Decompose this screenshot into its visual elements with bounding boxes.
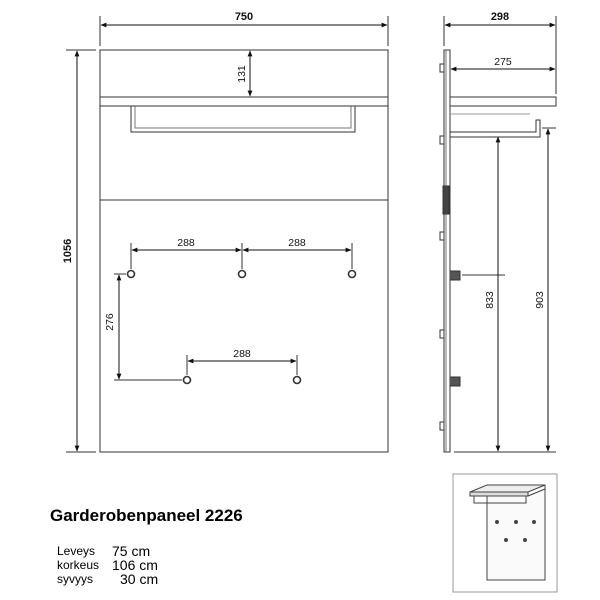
side-rail: [450, 120, 540, 137]
side-hook: [450, 377, 460, 386]
side-hook: [450, 271, 460, 280]
shelf-gap-label: 131: [236, 65, 248, 83]
side-shelf: [450, 97, 556, 106]
spec-label: korkeus: [57, 558, 100, 572]
spec-row-depth: [57, 572, 158, 586]
spec-value: 75 cm: [112, 543, 151, 559]
hook: [349, 271, 356, 278]
middle-panel: [100, 106, 388, 200]
depth-label: 298: [490, 11, 510, 23]
spec-row-height: [57, 558, 158, 572]
rail-height-label: 903: [534, 291, 546, 309]
front-view: [66, 16, 388, 452]
product-title: Garderobenpaneel 2226: [50, 506, 243, 525]
shelf: [100, 97, 388, 106]
hook-spacing-bottom-label: 288: [233, 348, 251, 360]
spec-value: 106 cm: [112, 557, 158, 573]
height-label: 1056: [62, 238, 74, 264]
spec-label: Leveys: [57, 544, 96, 558]
hook-spacing-top-left-label: 288: [177, 237, 195, 249]
hook: [184, 377, 191, 384]
hook-vertical-label: 276: [104, 313, 116, 331]
side-back-panel: [444, 50, 450, 452]
hook-height-label: 833: [484, 291, 496, 309]
spec-label: syvyys: [57, 572, 93, 586]
hook-spacing-top-right-label: 288: [288, 237, 306, 249]
shelf-depth-label: 275: [494, 56, 512, 68]
width-label: 750: [234, 11, 254, 23]
product-specs: [57, 544, 158, 586]
side-dimensions: [445, 25, 555, 451]
spec-value: 30 cm: [120, 571, 159, 587]
front-dimensions: [77, 25, 387, 451]
hook: [239, 271, 246, 278]
spec-row-width: [57, 544, 158, 558]
hook: [294, 377, 301, 384]
lower-panel: [100, 200, 388, 452]
hook: [128, 271, 135, 278]
product-thumbnail: [453, 474, 557, 592]
